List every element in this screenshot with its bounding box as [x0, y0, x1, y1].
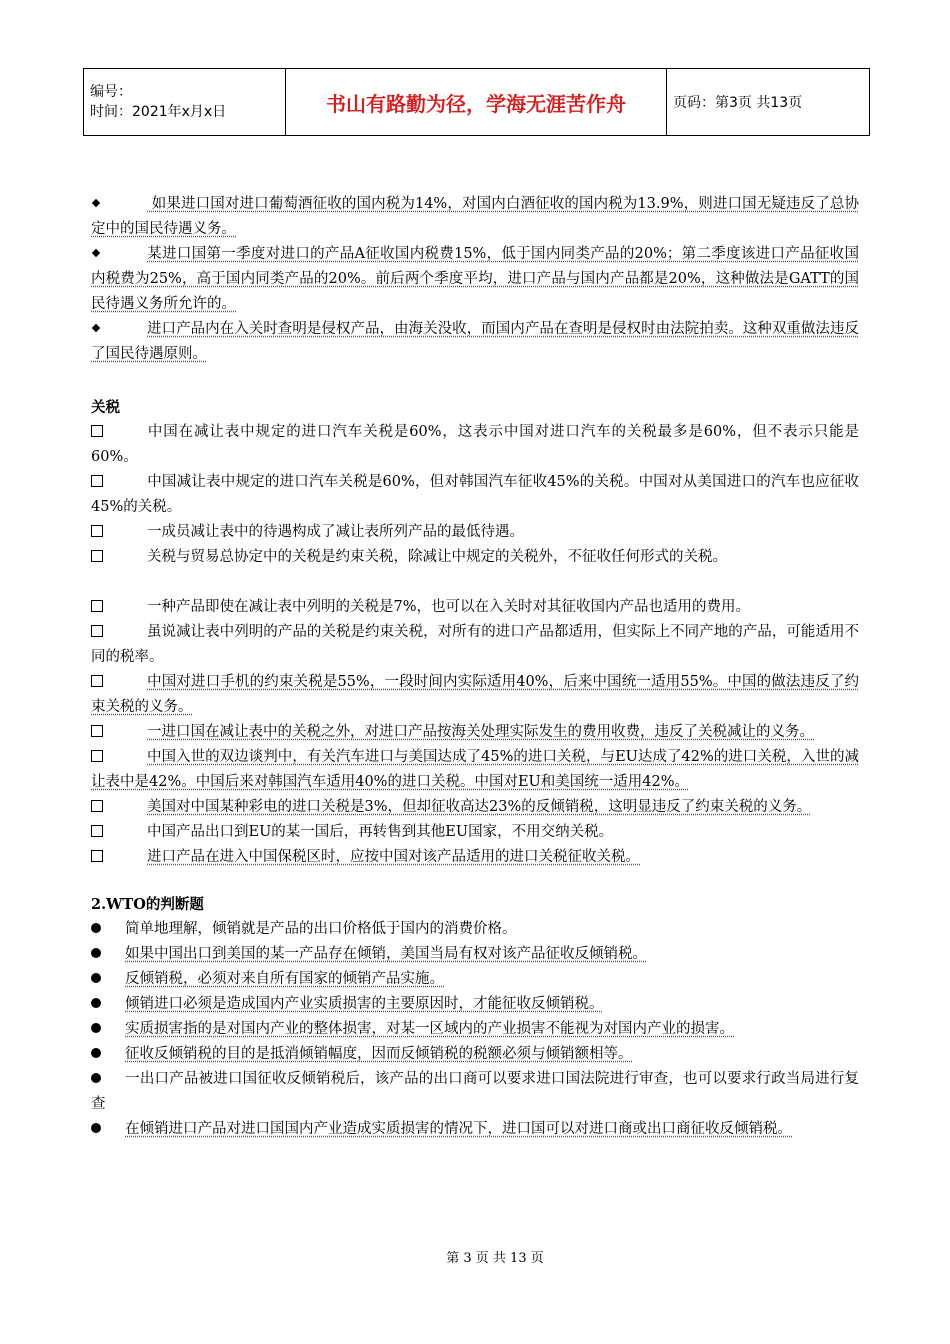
list-item	[91, 1042, 859, 1067]
checkbox-square-icon	[91, 470, 147, 495]
list-item-text: 进口产品在进入中国保税区时，应按中国对该产品适用的进口关税征收关税。	[147, 849, 640, 865]
bullet-dot-icon	[91, 1067, 125, 1092]
list-item-text: 中国在减让表中规定的进口汽车关税是60%，这表示中国对进口汽车的关税最多是60%，但不表示只能是60%。	[91, 424, 859, 465]
list-item-text: 一成员减让表中的待遇构成了减让表所列产品的最低待遇。	[147, 524, 524, 540]
list-item	[91, 942, 859, 967]
checkbox-square-icon	[91, 720, 147, 745]
list-item-text: 虽说减让表中列明的产品的关税是约束关税，对所有的进口产品都适用，但实际上不同产地的产品，可能适用不同的税率。	[91, 624, 859, 665]
header-table	[83, 68, 870, 136]
list-item-text: 中国减让表中规定的进口汽车关税是60%，但对韩国汽车征收45%的关税。中国对从美国进口的汽车也应征收45%的关税。	[91, 474, 859, 515]
section-heading-tariff: 关税	[91, 399, 120, 416]
list-item	[91, 795, 859, 820]
list-item	[91, 470, 859, 520]
header-motto: 书山有路勤为径，学海无涯苦作舟	[286, 69, 667, 136]
list-item	[91, 670, 859, 720]
list-item-text: 如果中国出口到美国的某一产品存在倾销，美国当局有权对该产品征收反倾销税。	[125, 946, 647, 962]
list-item	[91, 820, 859, 845]
list-item	[91, 1017, 859, 1042]
checkbox-square-icon	[91, 545, 147, 570]
bullet-dot-icon	[91, 1117, 125, 1142]
page-footer: 第 3 页 共 13 页	[446, 1251, 544, 1266]
checkbox-square-icon	[91, 745, 147, 770]
list-item	[91, 1067, 859, 1117]
header-left-cell	[84, 69, 286, 136]
bullet-dot-icon	[91, 992, 125, 1017]
list-item-text: 中国产品出口到EU的某一国后，再转售到其他EU国家，不用交纳关税。	[147, 824, 614, 840]
bullet-dot-icon	[91, 942, 125, 967]
list-item	[91, 992, 859, 1017]
list-item-text: 中国入世的双边谈判中，有关汽车进口与美国达成了45%的进口关税，与EU达成了42%的进口关税，入世的减让表中是42%。中国后来对韩国汽车适用40%的进口关税。中国对EU和美国统一适用42%。	[91, 749, 859, 790]
list-item-text: 进口产品内在入关时查明是侵权产品，由海关没收，而国内产品在查明是侵权时由法院拍卖。这种双重做法违反了国民待遇原则。	[91, 321, 859, 362]
checkbox-square-icon	[91, 620, 147, 645]
checkbox-square-icon	[91, 820, 147, 845]
list-item-text: 关税与贸易总协定中的关税是约束关税，除减让中规定的关税外，不征收任何形式的关税。	[147, 549, 727, 565]
header-page-info: 页码：第3页 共13页	[667, 69, 870, 136]
list-item-text: 反倾销税，必须对来自所有国家的倾销产品实施。	[125, 971, 444, 987]
list-item	[91, 917, 859, 942]
list-item	[91, 745, 859, 795]
list-item	[91, 192, 859, 242]
spacer	[91, 570, 859, 595]
list-item-text: 某进口国第一季度对进口的产品A征收国内税费15%，低于国内同类产品的20%；第二季度该进口产品征收国内税费为25%，高于国内同类产品的20%。前后两个季度平均，进口产品与国内产品都是20%，这种做法是GATT的国民待遇义务所允许的。	[91, 246, 859, 312]
bullet-dot-icon	[91, 1042, 125, 1067]
list-item	[91, 317, 859, 367]
list-item-text: 在倾销进口产品对进口国国内产业造成实质损害的情况下，进口国可以对进口商或出口商征收反倾销税。	[125, 1121, 792, 1137]
bullet-dot-icon	[91, 1017, 125, 1042]
list-item	[91, 720, 859, 745]
list-item-text: 倾销进口必须是造成国内产业实质损害的主要原因时，才能征收反倾销税。	[125, 996, 604, 1012]
list-item	[91, 967, 859, 992]
checkbox-square-icon	[91, 520, 147, 545]
list-item-text: 一种产品即使在减让表中列明的关税是7%，也可以在入关时对其征收国内产品也适用的费用。	[147, 599, 750, 615]
list-item-text: 一出口产品被进口国征收反倾销税后，该产品的出口商可以要求进口国法院进行审查，也可以要求行政当局进行复查	[91, 1071, 859, 1112]
list-item	[91, 595, 859, 620]
list-item-text: 实质损害指的是对国内产业的整体损害，对某一区域内的产业损害不能视为对国内产业的损害。	[125, 1021, 734, 1037]
document-number-label: 编号：	[90, 84, 132, 100]
document-time-label: 时间：2021年x月x日	[90, 104, 227, 120]
list-item	[91, 420, 859, 470]
checkbox-square-icon	[91, 845, 147, 870]
checkbox-square-icon	[91, 595, 147, 620]
list-item	[91, 1117, 859, 1142]
list-item-text: 中国对进口手机的约束关税是55%，一段时间内实际适用40%，后来中国统一适用55%。中国的做法违反了约束关税的义务。	[91, 674, 859, 715]
list-item	[91, 845, 859, 870]
diamond-bullet-icon	[91, 242, 147, 267]
diamond-bullet-icon	[91, 192, 147, 217]
list-item	[91, 520, 859, 545]
document-body	[91, 192, 859, 1142]
diamond-bullet-icon	[91, 317, 147, 342]
list-item	[91, 242, 859, 317]
list-item-text: 如果进口国对进口葡萄酒征收的国内税为14%，对国内白酒征收的国内税为13.9%，则进口国无疑违反了总协定中的国民待遇义务。	[91, 196, 859, 237]
list-item-text: 美国对中国某种彩电的进口关税是3%，但却征收高达23%的反倾销税，这明显违反了约束关税的义务。	[147, 799, 812, 815]
list-item-text: 简单地理解，倾销就是产品的出口价格低于国内的消费价格。	[125, 921, 517, 937]
checkbox-square-icon	[91, 795, 147, 820]
section-heading-wto: 2.WTO的判断题	[91, 896, 204, 913]
bullet-dot-icon	[91, 967, 125, 992]
list-item-text: 征收反倾销税的目的是抵消倾销幅度，因而反倾销税的税额必须与倾销额相等。	[125, 1046, 633, 1062]
list-item	[91, 620, 859, 670]
checkbox-square-icon	[91, 420, 147, 445]
list-item	[91, 545, 859, 570]
list-item-text: 一进口国在减让表中的关税之外，对进口产品按海关处理实际发生的费用收费，违反了关税减让的义务。	[147, 724, 814, 740]
checkbox-square-icon	[91, 670, 147, 695]
bullet-dot-icon	[91, 917, 125, 942]
